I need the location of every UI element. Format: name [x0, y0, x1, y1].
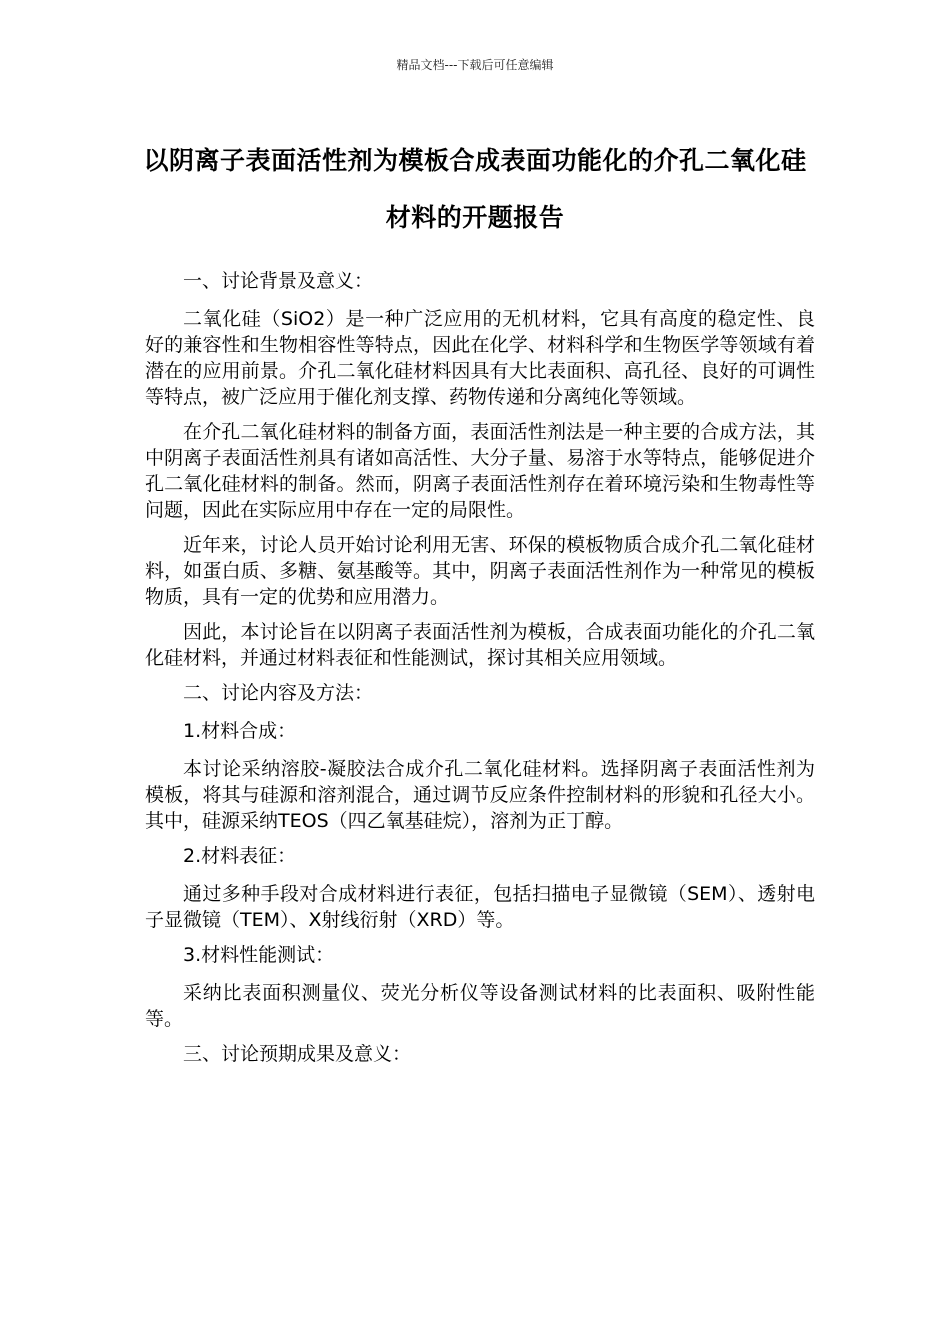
paragraph-sio2-intro: 二氧化硅（SiO2）是一种广泛应用的无机材料，它具有高度的稳定性、良好的兼容性和生物相容性等特点，因此在化学、材料科学和生物医学等领域有着潜在的应用前景。介孔二氧化硅材料因具有大比表面积、高孔径、良好的可调性等特点，被广泛应用于催化剂支撑、药物传递和分离纯化等领域。: [145, 308, 815, 408]
paragraph-preparation: 在介孔二氧化硅材料的制备方面，表面活性剂法是一种主要的合成方法，其中阴离子表面活性剂具有诸如高活性、大分子量、易溶于水等特点，能够促进介孔二氧化硅材料的制备。然而，阴离子表面活性剂存在着环境污染和生物毒性等问题，因此在实际应用中存在一定的局限性。: [145, 421, 815, 521]
section-heading-expected-results: 三、讨论预期成果及意义：: [183, 1043, 412, 1065]
paragraph-synthesis: 本讨论采纳溶胶-凝胶法合成介孔二氧化硅材料。选择阴离子表面活性剂为模板，将其与硅源和溶剂混合，通过调节反应条件控制材料的形貌和孔径大小。其中，硅源采纳TEOS（四乙氧基硅烷），溶剂为正丁醇。: [145, 758, 815, 832]
page-header: 精品文档---下载后可任意编辑: [396, 58, 554, 72]
paragraph-performance-test: 采纳比表面积测量仪、荧光分析仪等设备测试材料的比表面积、吸附性能等。: [145, 982, 815, 1030]
paragraph-recent-research: 近年来，讨论人员开始讨论利用无害、环保的模板物质合成介孔二氧化硅材料，如蛋白质、多糖、氨基酸等。其中，阴离子表面活性剂作为一种常见的模板物质，具有一定的优势和应用潜力。: [145, 534, 815, 608]
document-title: 以阴离子表面活性剂为模板合成表面功能化的介孔二氧化硅材料的开题报告: [143, 146, 807, 232]
paragraph-purpose: 因此，本讨论旨在以阴离子表面活性剂为模板，合成表面功能化的介孔二氧化硅材料，并通过材料表征和性能测试，探讨其相关应用领域。: [145, 621, 815, 669]
document-body: [145, 268, 815, 1079]
paragraph-characterization: 通过多种手段对合成材料进行表征，包括扫描电子显微镜（SEM）、透射电子显微镜（TEM）、X射线衍射（XRD）等。: [145, 883, 815, 931]
section-heading-background: 一、讨论背景及意义：: [183, 270, 374, 292]
subheading-synthesis: 1.材料合成：: [183, 720, 297, 742]
subheading-characterization: 2.材料表征：: [183, 845, 297, 867]
subheading-performance-test: 3.材料性能测试：: [183, 944, 335, 966]
section-heading-methods: 二、讨论内容及方法：: [183, 682, 374, 704]
